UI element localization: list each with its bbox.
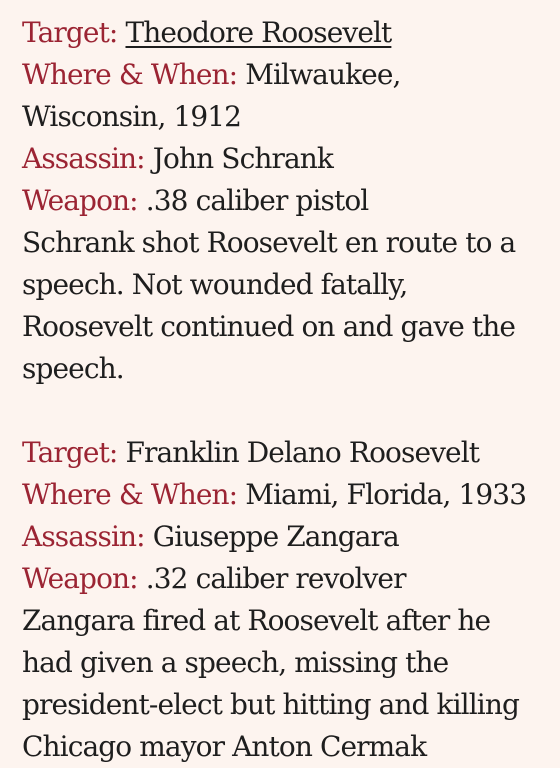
assassin-row — [22, 516, 542, 558]
where-when-value: Milwaukee, Wisconsin, 1912 — [22, 58, 401, 133]
assassin-value: John Schrank — [152, 142, 333, 175]
where-when-row — [22, 474, 542, 516]
assassination-entry-teddy-roosevelt — [22, 12, 542, 390]
assassin-label: Assassin: — [22, 520, 145, 553]
target-label: Target: — [22, 16, 118, 49]
target-link[interactable]: Theodore Roosevelt — [125, 16, 392, 49]
weapon-value: .32 caliber revolver — [145, 562, 406, 595]
weapon-row — [22, 180, 542, 222]
weapon-label: Weapon: — [22, 562, 138, 595]
weapon-label: Weapon: — [22, 184, 138, 217]
assassin-label: Assassin: — [22, 142, 145, 175]
where-when-label: Where & When: — [22, 478, 238, 511]
target-label: Target: — [22, 436, 118, 469]
where-when-row — [22, 54, 542, 138]
weapon-value: .38 caliber pistol — [145, 184, 369, 217]
target-row — [22, 432, 542, 474]
where-when-value: Miami, Florida, 1933 — [245, 478, 527, 511]
assassination-entry-fdr — [22, 432, 542, 768]
assassin-row — [22, 138, 542, 180]
where-when-label: Where & When: — [22, 58, 238, 91]
target-value: Franklin Delano Roosevelt — [125, 436, 480, 469]
target-row — [22, 12, 542, 54]
weapon-row — [22, 558, 542, 600]
entry-description: Zangara fired at Roosevelt after he had given a speech, missing the president-elect but hitting and killing Chicago mayor Anton Cermak — [22, 604, 519, 763]
assassin-value: Giuseppe Zangara — [152, 520, 399, 553]
article-content — [22, 12, 542, 768]
entry-description: Schrank shot Roosevelt en route to a speech. Not wounded fatally, Roosevelt continued on and gave the speech. — [22, 226, 516, 385]
